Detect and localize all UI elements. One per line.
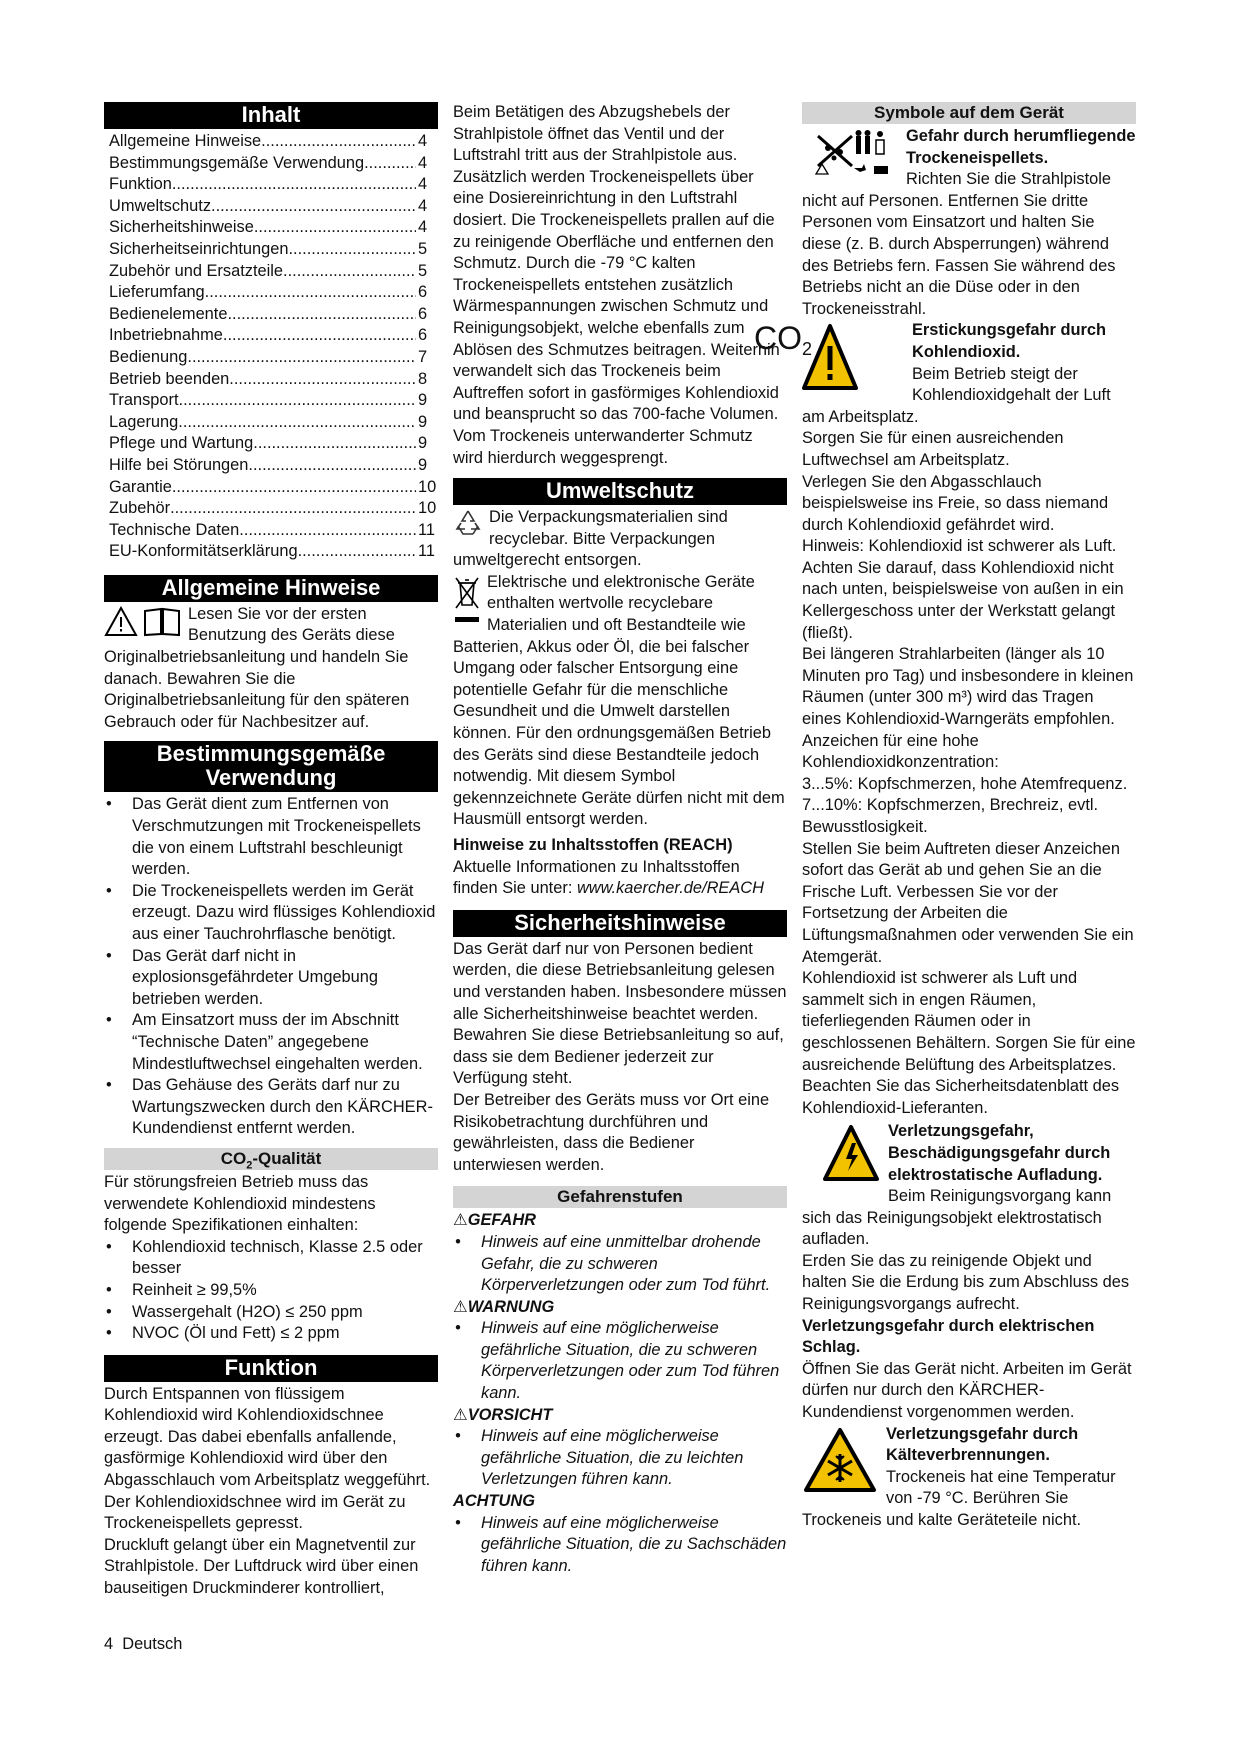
reach-paragraph [453, 857, 787, 900]
toc-leader [223, 325, 416, 347]
symbol-paragraph: Verlegen Sie den Abgasschlauch beispielsweise ins Freie, so dass niemand durch Kohlendioxid gefährdet wird. [802, 472, 1109, 534]
warning-symbol-icon: ⚠ [453, 1297, 468, 1316]
intended-heading [104, 741, 438, 792]
list-item: • Kohlendioxid technisch, Klasse 2.5 oder besser [104, 1237, 438, 1280]
symbol-paragraph: Anzeichen für eine hohe Kohlendioxidkonzentration: [802, 731, 999, 772]
reach-text: Aktuelle Informationen zu Inhaltsstoffen finden Sie unter: [453, 857, 740, 898]
toc-leader [254, 217, 416, 239]
symbol-paragraph: Hinweis: Kohlendioxid ist schwerer als Luft. Achten Sie darauf, dass Kohlendioxid nicht nach unten, beispielsweise von außen in ein Kellergeschoss unter der Werkstatt gelangt (fließt). [802, 537, 1124, 642]
toc-leader [239, 520, 416, 542]
toc-entry[interactable] [109, 282, 438, 304]
column-3 [754, 102, 1136, 1532]
toc-entry-title: Zubehör [109, 499, 171, 518]
toc-leader [178, 412, 416, 434]
toc-entry-title: Zubehör und Ersatzteile [109, 261, 284, 280]
weee-text: Elektrische und elektronische Geräte enthalten wertvolle recyclebare Materialien und oft Bestandteile wie Batterien, Akkus oder Öl, die bei falscher Umgang oder falscher Entsorgung eine potentielle Gefahr für die menschliche Gesundheit und die Umwelt darstellen können. Für den ordnungsgemäßen Betrieb des Geräts sind diese Bestandteile jedoch notwendig. Mit diesem Symbol gekennzeichnete Geräte dürfen nicht mit dem Hausmüll entsorgt werden. [453, 572, 785, 829]
symbol-paragraph: Sorgen Sie für einen ausreichenden Luftwechsel am Arbeitsplatz. [802, 429, 1064, 469]
toc-leader [253, 433, 416, 455]
function-paragraph: Durch Entspannen von flüssigem Kohlendioxid wird Kohlendioxidschnee erzeugt. Das dabei ebenfalls anfallende, gasförmige Kohlendioxid wird über den Abgasschlauch vom Arbeitsplatz weggeführt. [104, 1384, 431, 1490]
co2-warning [754, 320, 1136, 428]
cold-warning-icon [802, 1426, 878, 1503]
hazard-levels-heading: Gefahrenstufen [453, 1186, 787, 1208]
toc-entry-title: Bedienung [109, 347, 188, 366]
symbol-paragraph: Beachten Sie das Sicherheitsdatenblatt des Kohlendioxid-Lieferanten. [802, 1077, 1120, 1117]
co2-label-text: CO [754, 320, 802, 357]
toc-leader [364, 153, 416, 175]
toc-entry-title: Umweltschutz [109, 196, 212, 215]
weee-section [453, 572, 787, 831]
hazard-level-label: GEFAHR [467, 1211, 537, 1230]
general-section [104, 604, 438, 734]
column-1 [104, 102, 438, 1600]
toc-entry-page: 6 [418, 326, 428, 345]
toc-entry[interactable] [109, 325, 438, 347]
symbols-heading: Symbole auf dem Gerät [802, 102, 1136, 124]
toc-entry[interactable] [109, 390, 438, 412]
symbol-paragraph: Kohlendioxid ist schwerer als Luft und sammelt sich in engen Räumen, tieferliegenden Räumen oder in geschlossenen Behältern. Sorgen Sie für eine ausreichende Belüftung des Arbeitsplatzes. [802, 969, 1136, 1074]
toc-leader [248, 455, 416, 477]
toc-entry[interactable] [109, 369, 438, 391]
safety-paragraph: Das Gerät darf nur von Personen bedient werden, die diese Betriebsanleitung gelesen und verstanden haben. Insbesondere müssen alle Sicherheitshinweise beachtet werden. [453, 939, 787, 1023]
toc-leader [211, 196, 416, 218]
toc-entry[interactable] [109, 261, 438, 283]
co2-label [754, 322, 812, 359]
static-after: Erden Sie das zu reinigende Objekt und halten Sie die Erdung bis zum Abschluss des Reinigungsvorgangs aufrecht. [802, 1251, 1130, 1314]
toc-entry-title: Bestimmungsgemäße Verwendung [109, 153, 365, 172]
toc-entry[interactable] [109, 153, 438, 175]
toc-entry-title: Technische Daten [109, 520, 240, 539]
footer [104, 1635, 182, 1654]
co2-quality-title-sub: 2 [246, 1159, 253, 1172]
toc-entry[interactable] [109, 239, 438, 261]
toc-entry-title: Pflege und Wartung [109, 434, 254, 453]
symbol-paragraph: Bei längeren Strahlarbeiten (länger als 10 Minuten pro Tag) und insbesondere in kleinen Räumen (unter 300 m³) wird das Tragen eines Kohlendioxid-Warngeräts empfohlen. [802, 645, 1134, 729]
co2-quality-intro: Für störungsfreien Betrieb muss das verwendete Kohlendioxid mindestens folgende Spezifikationen einhalten: [104, 1172, 376, 1235]
warning-symbol-icon: ⚠ [453, 1405, 468, 1424]
hazard-level-list [453, 1318, 787, 1404]
toc-entry-page: 4 [418, 218, 428, 237]
toc-entry-page: 5 [418, 239, 428, 258]
toc-entry-page: 11 [418, 542, 436, 561]
toc-entry-page: 5 [418, 261, 428, 280]
toc-entry-title: Lagerung [109, 412, 179, 431]
list-item: • Das Gerät dient zum Entfernen von Verschmutzungen mit Trockeneispellets die von einem Luftstrahl beschleunigt werden. [104, 794, 438, 880]
list-item: • Hinweis auf eine möglicherweise gefährliche Situation, die zu schweren Körperverletzungen oder zum Tod führen kann. [453, 1318, 787, 1404]
hazard-level-list [453, 1426, 787, 1491]
general-heading: Allgemeine Hinweise [104, 575, 438, 602]
list-item: • Das Gerät darf nicht in explosionsgefährdeter Umgebung betrieben werden. [104, 946, 438, 1011]
hazard-level-name [453, 1297, 787, 1319]
toc-leader [261, 131, 416, 153]
toc-leader [170, 498, 416, 520]
toc-entry-title: Sicherheitseinrichtungen [109, 239, 289, 258]
toc-entry-page: 10 [418, 499, 437, 518]
intended-list [104, 794, 438, 1140]
hazard-level-label: ACHTUNG [453, 1492, 535, 1511]
cold-title: Verletzungsgefahr durch Kälteverbrennungen. [886, 1424, 1079, 1465]
toc-entry-page: 4 [418, 175, 428, 194]
electric-text: Öffnen Sie das Gerät nicht. Arbeiten im Gerät dürfen nur durch den KÄRCHER-Kundendienst vorgenommen werden. [802, 1359, 1132, 1422]
co2-warning-icon [802, 322, 906, 401]
warning-symbol-icon: ⚠ [453, 1211, 468, 1230]
static-title: Verletzungsgefahr, Beschädigungsgefahr durch elektrostatische Aufladung. [888, 1122, 1111, 1184]
symbol-paragraph: Stellen Sie beim Auftreten dieser Anzeichen sofort das Gerät ab und gehen Sie an die Frische Luft. Verbessen Sie vor der Fortsetzung der Arbeiten die Lüftungsmaßnahmen oder verwenden Sie ein Atemgerät. [802, 839, 1134, 966]
hazard-level-name [453, 1491, 787, 1513]
symbol-paragraph: 3...5%: Kopfschmerzen, hohe Atemfrequenz. [802, 774, 1128, 793]
function-paragraph: Druckluft gelangt über ein Magnetventil zur Strahlpistole. Der Luftdruck wird über einen bauseitigen Druckminderer kontrolliert, [104, 1535, 419, 1598]
toc-entry-page: 9 [418, 412, 428, 431]
cold-text: Trockeneis hat eine Temperatur von -79 °C. Berühren Sie Trockeneis und kalte Geräteteile nicht. [802, 1467, 1116, 1529]
list-item: • Hinweis auf eine unmittelbar drohende Gefahr, die zu schweren Körperverletzungen oder zum Tod führt. [453, 1232, 787, 1297]
toc-entry[interactable] [109, 520, 438, 542]
toc-entry-page: 6 [418, 304, 428, 323]
toc-entry[interactable] [109, 498, 438, 520]
toc-entry-page: 11 [418, 520, 436, 539]
toc-leader [289, 239, 417, 261]
list-item: • Wassergehalt (H2O) ≤ 250 ppm [104, 1302, 438, 1324]
toc-entry-title: Funktion [109, 175, 172, 194]
reach-link[interactable]: www.kaercher.de/REACH [576, 879, 764, 898]
suffocation-text: Beim Betrieb steigt der Kohlendioxidgehalt der Luft am Arbeitsplatz. [802, 364, 1111, 426]
toc-entry[interactable] [109, 196, 438, 218]
footer-language: Deutsch [122, 1635, 183, 1653]
recycle-text: Die Verpackungsmaterialien sind recyclebar. Bitte Verpackungen umweltgerecht entsorgen. [453, 508, 728, 570]
toc-entry-title: Hilfe bei Störungen [109, 455, 249, 474]
toc-leader [172, 174, 416, 196]
toc-entry-title: Bedienelemente [109, 304, 228, 323]
list-item: • NVOC (Öl und Fett) ≤ 2 ppm [104, 1323, 438, 1345]
toc-entry-title: Lieferumfang [109, 283, 205, 302]
toc-entry-page: 9 [418, 434, 428, 453]
toc-entry[interactable] [109, 433, 438, 455]
toc-entry-title: Inbetriebnahme [109, 326, 223, 345]
toc-entry[interactable] [109, 217, 438, 239]
toc-entry-page: 10 [418, 477, 437, 496]
page-number: 4 [104, 1635, 114, 1653]
toc-entry[interactable] [109, 541, 438, 563]
warning-triangle-icon [104, 606, 138, 644]
recycle-icon [453, 507, 483, 544]
intended-heading-line1: Bestimmungsgemäße [156, 741, 386, 767]
book-icon [142, 606, 182, 644]
toc-entry[interactable] [109, 455, 438, 477]
toc-entry-page: 8 [418, 369, 428, 388]
toc-entry-page: 9 [418, 391, 428, 410]
function-paragraph: Der Kohlendioxidschnee wird im Gerät zu Trockeneispellets gepresst. [104, 1492, 406, 1533]
toc-entry[interactable] [109, 131, 438, 153]
hazard-level-label: WARNUNG [467, 1297, 555, 1316]
safety-section [453, 939, 787, 1177]
toc-entry-title: Garantie [109, 477, 172, 496]
static-warning [802, 1121, 1136, 1251]
co2-quality-title-post: -Qualität [252, 1148, 322, 1168]
intended-heading-line2: Verwendung [205, 765, 337, 791]
co2-quality-heading [104, 1148, 438, 1170]
toc-entry[interactable] [109, 174, 438, 196]
pellets-title: Gefahr durch herumfliegende Trockeneispellets. [906, 127, 1136, 167]
list-item: • Die Trockeneispellets werden im Gerät erzeugt. Dazu wird flüssiges Kohlendioxid aus einer Tauchrohrflasche benötigt. [104, 881, 438, 946]
toc-leader [187, 347, 416, 369]
toc-entry-page: 7 [418, 347, 428, 366]
page [40, 40, 1200, 1712]
function-heading: Funktion [104, 1355, 438, 1382]
general-text: Lesen Sie vor der ersten Benutzung des Geräts diese Originalbetriebsanleitung und handeln Sie danach. Bewahren Sie die Originalbetriebsanleitung für den späteren Gebrauch oder für Nachbesitzer auf. [104, 604, 410, 731]
toc-leader [229, 369, 416, 391]
co2-quality-title-pre: CO [220, 1148, 247, 1168]
environment-heading: Umweltschutz [453, 478, 787, 505]
toc-leader [205, 282, 416, 304]
toc-entry[interactable] [109, 304, 438, 326]
cold-warning [802, 1424, 1136, 1532]
toc-leader [179, 390, 416, 412]
list-item: • Reinheit ≥ 99,5% [104, 1280, 438, 1302]
safety-paragraph: Bewahren Sie diese Betriebsanleitung so auf, dass sie dem Bediener jederzeit zur Verfügung steht. [453, 1026, 784, 1088]
toc-entry-page: 9 [418, 455, 428, 474]
column-2 [453, 102, 787, 1577]
toc-entry-title: Allgemeine Hinweise [109, 132, 262, 150]
table-of-contents [104, 131, 438, 563]
toc-leader [298, 541, 416, 563]
toc-leader [283, 261, 416, 283]
function-section [104, 1384, 438, 1600]
hazard-level-list [453, 1232, 787, 1297]
pellets-warning [802, 126, 1136, 320]
toc-entry-title: Betrieb beenden [109, 369, 230, 388]
co2-label-sub: 2 [802, 339, 813, 360]
list-item: • Das Gehäuse des Geräts darf nur zu Wartungszwecken durch den KÄRCHER-Kundendienst entfernt werden. [104, 1075, 438, 1140]
safety-heading: Sicherheitshinweise [453, 910, 787, 937]
toc-entry[interactable] [109, 347, 438, 369]
electric-title: Verletzungsgefahr durch elektrischen Schlag. [802, 1316, 1095, 1357]
electrostatic-warning-icon [822, 1123, 880, 1190]
co2-quality-list [104, 1237, 438, 1345]
hazard-level-name [453, 1210, 787, 1232]
co2-guidance [802, 428, 1136, 1119]
toc-entry-page: 4 [418, 153, 428, 172]
toc-leader [227, 304, 416, 326]
hazard-level-list [453, 1513, 787, 1578]
toc-entry-page: 4 [418, 132, 428, 150]
symbol-paragraph: 7...10%: Kopfschmerzen, Brechreiz, evtl. Bewusstlosigkeit. [802, 796, 1099, 836]
suffocation-title: Erstickungsgefahr durch Kohlendioxid. [912, 321, 1106, 361]
reach-title: Hinweise zu Inhaltsstoffen (REACH) [453, 836, 733, 854]
pellets-warning-icon [810, 128, 900, 185]
static-text: Beim Reinigungsvorgang kann sich das Reinigungsobjekt elektrostatisch aufladen. [802, 1187, 1112, 1249]
toc-entry[interactable] [109, 412, 438, 434]
list-item: • Hinweis auf eine möglicherweise gefährliche Situation, die zu Sachschäden führen kann. [453, 1513, 787, 1578]
toc-entry[interactable] [109, 477, 438, 499]
toc-entry-title: Sicherheitshinweise [109, 218, 254, 237]
toc-entry-title: EU-Konformitätserklärung [109, 542, 298, 561]
toc-heading: Inhalt [104, 102, 438, 129]
toc-entry-title: Transport [109, 391, 179, 410]
toc-entry-page: 6 [418, 283, 428, 302]
hazard-levels [453, 1210, 787, 1577]
recycle-section [453, 507, 787, 572]
list-item: • Hinweis auf eine möglicherweise gefährliche Situation, die zu leichten Verletzungen führen kann. [453, 1426, 787, 1491]
hazard-level-label: VORSICHT [467, 1405, 553, 1424]
crossed-bin-icon [453, 575, 481, 636]
list-item: • Am Einsatzort muss der im Abschnitt “Technische Daten” angegebene Mindestluftwechsel eingehalten werden. [104, 1010, 438, 1075]
pellets-text: Richten Sie die Strahlpistole nicht auf Personen. Entfernen Sie dritte Personen vom Einsatzort und halten Sie diese (z. B. durch Absperrungen) während des Betriebs fern. Fassen Sie während des Betriebs nicht an die Düse oder in den Trockeneisstrahl. [802, 170, 1116, 318]
function-continuation: Beim Betätigen des Abzugshebels der Strahlpistole öffnet das Ventil und der Luftstrahl tritt aus der Strahlpistole aus. Zusätzlich werden Trockeneispellets über eine Dosiereinrichtung in den Luftstrahl dosiert. Die Trockeneispellets prallen auf die zu reinigende Oberfläche und entfernen den Schmutz. Durch die -79 °C kalten Trockeneispellets entstehen zusätzlich Wärmespannungen zwischen Schmutz und Reinigungsobjekt, welche ebenfalls zum Ablösen des Schmutzes beitragen. Weiterhin verwandelt sich das Trockeneis beim Auftreffen sofort in gasförmiges Kohlendioxid und beansprucht so das 700-fache Volumen. Vom Trockeneis unterwanderter Schmutz wird hierdurch weggesprengt. [453, 103, 780, 467]
hazard-level-name [453, 1405, 787, 1427]
toc-leader [172, 477, 416, 499]
toc-entry-page: 4 [418, 196, 428, 215]
safety-paragraph: Der Betreiber des Geräts muss vor Ort eine Risikobetrachtung durchführen und gewährleisten, dass die Bediener unterwiesen werden. [453, 1090, 770, 1174]
